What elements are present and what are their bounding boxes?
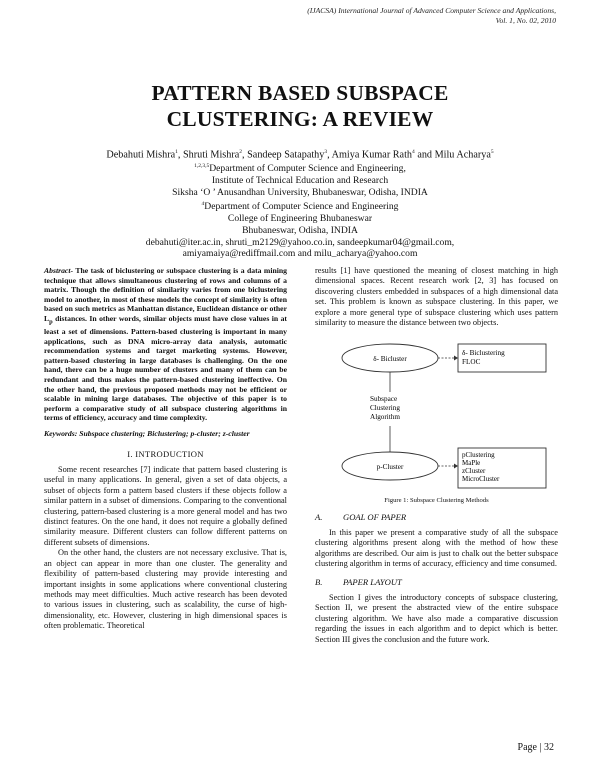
center-label-2: Clustering [370,404,400,413]
abstract [44,266,287,423]
page-number: Page | 32 [517,742,554,753]
top-arrow-head [454,356,458,361]
author-4-sup: 4 [412,149,415,155]
section-b-body: Section I gives the introductory concepts of subspace clustering, Section II, we present the abstracted view of the entire subspace clustering algorithm. We have also made a comparative discussion regarding the issues in each algorithm and to depict which is better. Section III gives the conclusion and the future work. [315,592,558,644]
paper-title [0,80,600,132]
author-2-sup: 2 [239,149,243,155]
bottom-arrow-head [454,464,458,469]
dept-2-sup: 4 [201,200,205,207]
pcluster-method-4: MicroCluster [462,475,500,484]
pcluster-method-1: pClustering [462,451,495,460]
figure-diagram [315,334,558,492]
affiliation-univ-1: Siksha ‘O ’ Anusandhan University, Bhubaneswar, Odisha, INDIA [172,187,428,199]
intro-paragraph-1: Some recent researches [7] indicate that pattern based clustering is useful in many applications. In general, given a set of data objects, a subset of objects form a pattern based clusters if these objects follow a similar pattern in a subset of dimensions. Comparing to the conventional clustering, pattern-based clustering is a more general model and has two distinct features. On the one hand, it does not require a globally defined similarity measure. Different clusters can follow different patterns on different subsets of dimensions. [44,465,287,547]
p-cluster-label: p-Cluster [376,463,404,472]
section-b-letter: B. [315,577,323,588]
pcluster-method-3: zCluster [462,467,486,476]
author-emails-1: debahuti@iter.ac.in, shruti_m2129@yahoo.co.in, sandeepkumar04@gmail.com, [145,236,455,248]
dept-1-sup: 1,2,3,5 [194,163,210,170]
affiliation-dept-1 [0,161,600,175]
author-5: and Milu Acharya [414,149,491,161]
title-line-2: CLUSTERING: A REVIEW [166,107,434,131]
abstract-body: The task of biclustering or subspace clustering is a data mining technique that allows simultaneous clustering of rows and columns of a matrix. Though the definition of similarity varies from one biclustering model to another, in most of these models the concept of similarity is often based on such metrics as Manhattan distance, Euclidean distance or other L [44,266,287,323]
intro-paragraph-3: results [1] have questioned the meaning of closest matching in high dimensional spaces. Recent research work [2, 3] has focused on discovering clusters embedded in subspaces of a high dimensional data set. This problem is known as subspace clustering. In this paper, we explore a more general type of subspace clustering which uses pattern similarity to measure the distance between two objects. [315,266,558,328]
biclustering-method-2: FLOC [462,358,481,367]
pcluster-method-2: MaPle [462,459,481,468]
affiliation-inst-1: Institute of Technical Education and Research [211,175,389,187]
dept-1-text: Department of Computer Science and Engineering, [209,163,406,175]
keywords: Keywords: Subspace clustering; Biclustering; p-cluster; z-cluster [44,429,250,439]
section-a-letter: A. [315,512,323,523]
abstract-label: Abstract- [44,266,74,275]
center-label-1: Subspace [370,395,398,404]
author-2: , Shruti Mishra [177,149,240,161]
section-a-heading [315,512,558,522]
right-column [315,266,558,645]
figure-1 [315,334,558,504]
biclustering-method-1: δ- Biclustering [462,349,505,358]
dept-2-text: Department of Computer Science and Engineering [204,201,399,213]
intro-paragraph-2: On the other hand, the clusters are not necessary exclusive. That is, an object can appear in more than one cluster. The generality and flexibility of pattern-based clustering may provide interesting and important insights in some applications where conventional clustering methods may meet difficulties. Much active research has been devoted to various issues in clustering, such as scalability, the curse of high-dimensionality, etc. However, clustering in high dimensional spaces is often problematic. Theoretical [44,548,287,631]
author-3: , Sandeep Satapathy [242,149,325,161]
figure-caption: Figure 1: Subspace Clustering Methods [384,496,489,504]
title-line-1: PATTERN BASED SUBSPACE [151,81,449,105]
section-a-body: In this paper we present a comparative study of all the subspace clustering algorithms present along with the method of how these algorithms are described. Our aim is just to chalk out the better subspace clustering algorithm in terms of accuracy, efficiency and time consumed. [315,527,558,569]
affiliation-dept-2 [0,199,600,213]
section-b-title: PAPER LAYOUT [343,577,402,588]
section-a-title: GOAL OF PAPER [343,512,407,523]
delta-bicluster-label: δ- Bicluster [373,355,407,364]
abstract-sub: p [49,318,53,326]
journal-volume: Vol. 1, No. 02, 2010 [495,16,556,25]
left-column [44,266,287,632]
affiliation-place-2: Bhubaneswar, Odisha, INDIA [242,224,358,236]
running-header [307,6,556,26]
intro-heading: I. INTRODUCTION [127,448,204,459]
author-3-sup: 3 [324,149,328,155]
author-names [0,146,600,161]
author-1-sup: 1 [175,149,178,155]
section-b-heading [315,577,558,587]
author-1: Debahuti Mishra [106,149,176,161]
journal-name: (IJACSA) International Journal of Advanced Computer Science and Applications, [307,6,556,15]
author-emails-2: amiyamaiya@rediffmail.com and milu_acharya@yahoo.com [182,248,418,260]
affiliation-inst-2: College of Engineering Bhubaneswar [227,212,373,224]
center-label-3: Algorithm [370,413,400,422]
abstract-body-2: distances. In other words, similar objects must have close values in at least a set of dimensions. Pattern-based clustering is important in many applications, such as DNA micro-array data analysis, automatic recommendation systems and target marketing systems. However, pattern-based clustering in large databases is challenging. On the one hand, there can be a huge number of clusters and many of them can be redundant and thus makes the pattern-based clustering ineffective. On the other hand, the previous proposed methods may not be efficient or scalable in mining large databases. The objective of this paper is to perform a comparative study of all subspace clustering algorithms in terms of efficiency, accuracy and time complexity. [44,313,287,423]
author-block [0,146,600,260]
author-4: , Amiya Kumar Rath [327,149,413,161]
author-5-sup: 5 [490,149,494,155]
